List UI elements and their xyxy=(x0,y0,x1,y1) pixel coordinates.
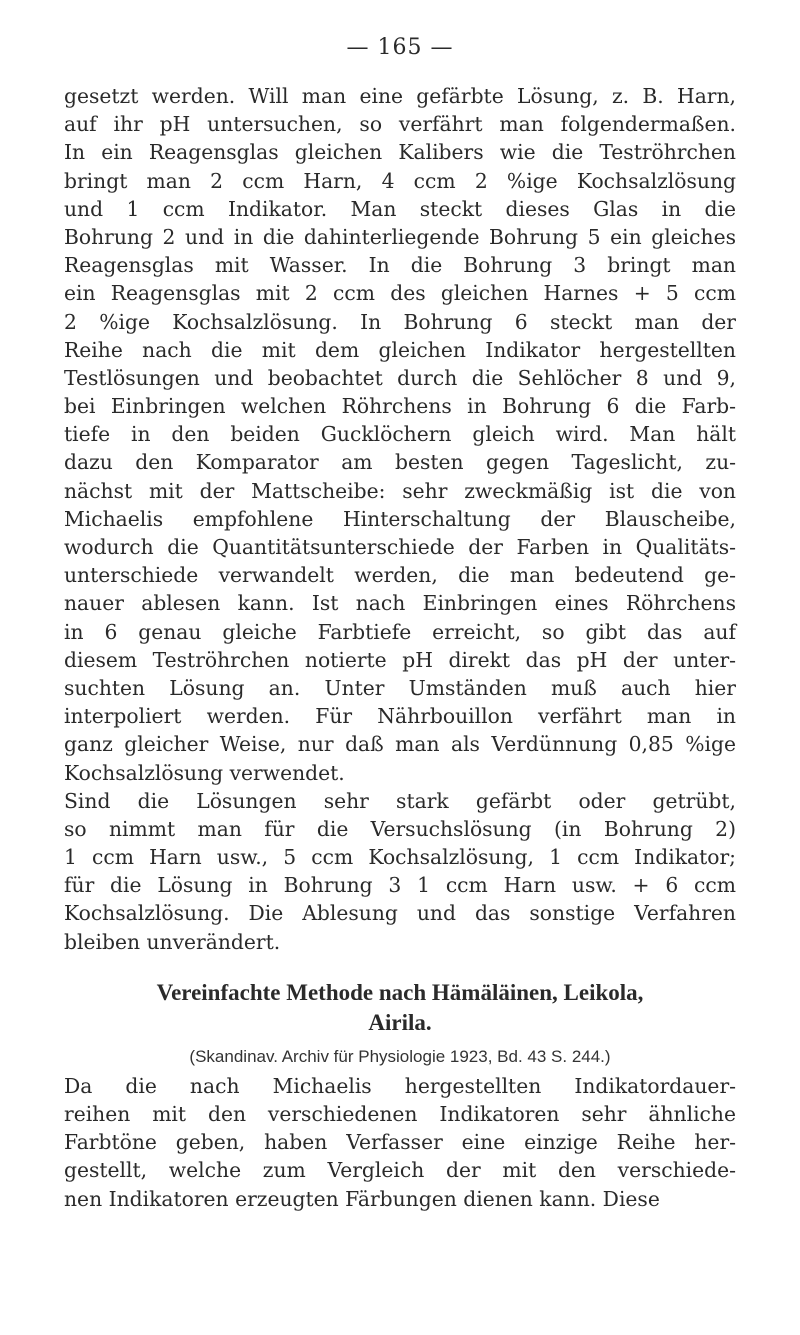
paragraph-procedure-line: nächst mit der Mattscheibe: sehr zweckmäßig ist die von xyxy=(64,478,736,503)
paragraph-turbid-solutions-line: Sind die Lösungen sehr stark gefärbt oder getrübt, xyxy=(64,788,736,813)
citation: (Skandinav. Archiv für Physiologie 1923, Bd. 43 S. 244.) xyxy=(189,1046,611,1066)
paragraph-procedure-line: wodurch die Quantitätsunterschiede der Farben in Qualitäts- xyxy=(64,535,736,559)
paragraph-simplified-method xyxy=(64,1072,736,1213)
paragraph-procedure-line: nauer ablesen kann. Ist nach Einbringen eines Röhrchens xyxy=(64,591,736,616)
section-heading-line-1: Vereinfachte Methode nach Hämäläinen, Leikola, xyxy=(156,979,644,1005)
paragraph-turbid-solutions xyxy=(64,787,736,956)
paragraph-procedure-line: Reihe nach die mit dem gleichen Indikator hergestellten xyxy=(64,337,736,362)
paragraph-procedure-line: ganz gleicher Weise, nur daß man als Verdünnung 0,85 %ige xyxy=(64,732,736,757)
paragraph-procedure-line: auf ihr pH untersuchen, so verfährt man folgendermaßen. xyxy=(64,112,736,137)
paragraph-turbid-solutions-line: 1 ccm Harn usw., 5 ccm Kochsalzlösung, 1 ccm Indikator; xyxy=(64,845,736,870)
paragraph-procedure-line: Testlösungen und beobachtet durch die Sehlöcher 8 und 9, xyxy=(64,365,736,390)
paragraph-procedure-line: bei Einbringen welchen Röhrchens in Bohrung 6 die Farb- xyxy=(64,394,736,419)
paragraph-simplified-method-line: Farbtöne geben, haben Verfasser eine einzige Reihe her- xyxy=(64,1130,736,1155)
paragraph-procedure-line: gesetzt werden. Will man eine gefärbte Lösung, z. B. Harn, xyxy=(64,84,736,108)
paragraph-procedure-line: 2 %ige Kochsalzlösung. In Bohrung 6 steckt man der xyxy=(64,309,736,334)
paragraph-procedure-line: Kochsalzlösung verwendet. xyxy=(64,760,345,785)
paragraph-procedure xyxy=(64,82,736,787)
book-page xyxy=(64,34,736,1213)
paragraph-turbid-solutions-line: so nimmt man für die Versuchslösung (in Bohrung 2) xyxy=(64,816,736,841)
paragraph-procedure-line: bringt man 2 ccm Harn, 4 ccm 2 %ige Kochsalzlösung xyxy=(64,168,736,193)
paragraph-procedure-line: tiefe in den beiden Gucklöchern gleich wird. Man hält xyxy=(64,422,736,447)
paragraph-procedure-line: und 1 ccm Indikator. Man steckt dieses Glas in die xyxy=(64,196,736,221)
paragraph-procedure-line: in 6 genau gleiche Farbtiefe erreicht, so gibt das auf xyxy=(64,619,736,644)
page-number: — 165 — xyxy=(346,35,454,60)
paragraph-simplified-method-line: Da die nach Michaelis hergestellten Indikatordauer- xyxy=(64,1073,736,1098)
section-heading-line-2: Airila. xyxy=(368,1009,432,1035)
paragraph-procedure-line: ein Reagensglas mit 2 ccm des gleichen Harnes + 5 ccm xyxy=(64,281,736,306)
paragraph-procedure-line: dazu den Komparator am besten gegen Tageslicht, zu- xyxy=(64,450,736,475)
paragraph-turbid-solutions-line: für die Lösung in Bohrung 3 1 ccm Harn usw. + 6 ccm xyxy=(64,873,736,898)
paragraph-procedure-line: Reagensglas mit Wasser. In die Bohrung 3 bringt man xyxy=(64,253,736,278)
paragraph-simplified-method-line: nen Indikatoren erzeugten Färbungen dienen kann. Diese xyxy=(64,1186,660,1211)
paragraph-procedure-line: suchten Lösung an. Unter Umständen muß auch hier xyxy=(64,675,736,700)
paragraph-procedure-line: Michaelis empfohlene Hinterschaltung der Blauscheibe, xyxy=(64,506,736,531)
section-heading xyxy=(64,978,736,1038)
paragraph-simplified-method-line: gestellt, welche zum Vergleich der mit den verschiede- xyxy=(64,1158,736,1183)
paragraph-turbid-solutions-line: bleiben unverändert. xyxy=(64,929,281,954)
paragraph-turbid-solutions-line: Kochsalzlösung. Die Ablesung und das sonstige Verfahren xyxy=(64,901,736,926)
paragraph-procedure-line: Bohrung 2 und in die dahinterliegende Bohrung 5 ein gleiches xyxy=(64,224,736,249)
paragraph-procedure-line: In ein Reagensglas gleichen Kalibers wie die Teströhrchen xyxy=(64,140,736,165)
paragraph-procedure-line: interpoliert werden. Für Nährbouillon verfährt man in xyxy=(64,704,736,729)
paragraph-procedure-line: diesem Teströhrchen notierte pH direkt das pH der unter- xyxy=(64,647,736,672)
paragraph-procedure-line: unterschiede verwandelt werden, die man bedeutend ge- xyxy=(64,563,736,588)
paragraph-simplified-method-line: reihen mit den verschiedenen Indikatoren sehr ähnliche xyxy=(64,1102,736,1126)
